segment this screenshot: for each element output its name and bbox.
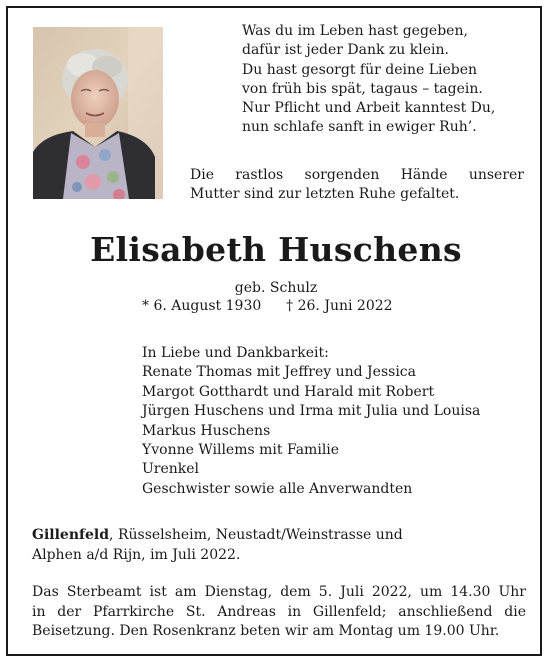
portrait-photo [33, 27, 163, 199]
mourners-heading: In Liebe und Dankbarkeit: [142, 345, 329, 361]
intro-line: Die rastlos sorgenden Hände unserer [190, 167, 524, 183]
service-info [32, 583, 526, 642]
service-line: in der Pfarrkirche St. Andreas in Gillenfeld; anschließend die [32, 603, 526, 620]
mourners-list [142, 344, 522, 499]
service-line: Beisetzung. Den Rosenkranz beten wir am Montag um 19.00 Uhr. [32, 623, 500, 639]
poem-line: nun schlafe sanft in ewiger Ruh’. [242, 119, 477, 136]
mourner: Jürgen Huschens und Irma mit Julia und Louisa [142, 403, 481, 420]
deceased-name: Elisabeth Huschens [90, 230, 462, 269]
born-name: geb. Schulz [234, 280, 318, 296]
portrait-image [33, 27, 163, 199]
obituary-frame [6, 6, 542, 656]
place-line2: Alphen a/d Rijn, im Juli 2022. [32, 546, 241, 563]
mourner: Geschwister sowie alle Anverwandten [142, 480, 413, 497]
service-line: Das Sterbeamt ist am Dienstag, dem 5. Juli 2022, um 14.30 Uhr [32, 584, 526, 600]
mourner: Margot Gotthardt und Harald mit Robert [142, 383, 435, 400]
life-dates [142, 298, 442, 314]
poem-line: von früh bis spät, tagaus – tagein. [242, 80, 483, 97]
poem-line: Nur Pflicht und Arbeit kanntest Du, [242, 100, 496, 117]
poem-line: dafür ist jeder Dank zu klein. [242, 42, 449, 59]
mourner: Markus Huschens [142, 422, 271, 439]
poem-line: Du hast gesorgt für deine Lieben [242, 61, 478, 78]
mourner: Urenkel [142, 461, 200, 478]
birth-date: * 6. August 1930 [142, 298, 262, 314]
mourner: Yvonne Willems mit Familie [142, 442, 340, 459]
mourner: Renate Thomas mit Jeffrey und Jessica [142, 364, 416, 381]
poem [242, 22, 532, 138]
place-and-date [32, 526, 522, 565]
intro-text [190, 166, 524, 204]
place-bold: Gillenfeld [32, 527, 110, 543]
intro-line: Mutter sind zur letzten Ruhe gefaltet. [190, 186, 460, 202]
place-rest: , Rüsselsheim, Neustadt/Weinstrasse und [109, 527, 403, 543]
death-date: † 26. Juni 2022 [286, 298, 393, 314]
poem-line: Was du im Leben hast gegeben, [242, 23, 468, 39]
